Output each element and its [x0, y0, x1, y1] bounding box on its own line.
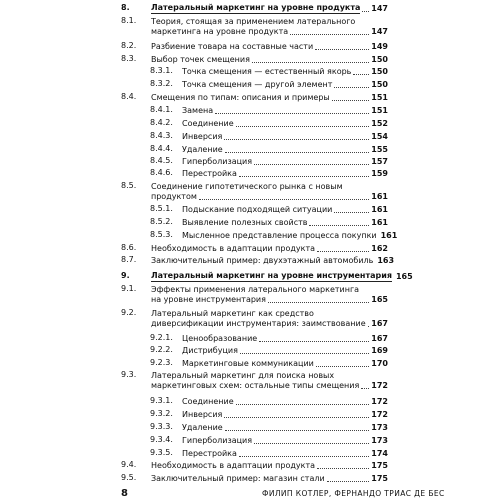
toc-entry-title: Удаление — [182, 144, 223, 154]
toc-entry-title: Разбиение товара на составные части — [151, 41, 314, 51]
toc-entry-title: Инверсия — [182, 409, 223, 419]
toc-entry-page: 161 — [380, 230, 398, 240]
leader-dots — [252, 61, 369, 63]
toc-entry-page: 161 — [371, 192, 388, 202]
toc-entry-title: на уровне инструментария — [151, 295, 266, 305]
toc-entry-title: Заключительный пример: двухэтажный автомобиль — [151, 255, 374, 265]
toc-entry-page: 163 — [377, 255, 395, 265]
toc-entry-title: Удаление — [182, 422, 223, 432]
toc-entry[interactable] — [0, 3, 500, 17]
toc-entry[interactable] — [0, 118, 500, 132]
toc-entry-title: Инверсия — [182, 131, 223, 141]
toc-entry-title: Необходимость в адаптации продукта — [151, 243, 316, 253]
toc-entry-page: 170 — [371, 358, 388, 368]
leader-dots — [317, 250, 369, 252]
toc-entry-page: 167 — [371, 319, 388, 329]
leader-dots — [332, 99, 370, 101]
toc-entry-title: Выбор точек смещения — [151, 54, 250, 64]
toc-entry-title: Необходимость в адаптации продукта — [151, 460, 316, 470]
toc-entry[interactable] — [0, 396, 500, 410]
toc-entry-page: 167 — [371, 333, 388, 343]
leader-dots — [362, 10, 369, 12]
toc-entry[interactable] — [0, 284, 500, 308]
toc-entry-page: 174 — [371, 448, 388, 458]
toc-entry[interactable] — [0, 370, 500, 394]
toc-entry-page: 175 — [371, 473, 388, 483]
leader-dots — [215, 112, 369, 114]
toc-entry-number: 9.1. — [121, 284, 137, 293]
leader-dots — [317, 467, 369, 469]
leader-dots — [254, 442, 369, 444]
toc-entry[interactable] — [0, 409, 500, 423]
toc-entry[interactable] — [0, 255, 500, 269]
toc-entry-title: маркетинговых схем: остальные типы смещения — [151, 381, 360, 391]
toc-entry-page: 175 — [371, 460, 388, 470]
toc-entry[interactable] — [0, 271, 500, 285]
toc-entry[interactable] — [0, 217, 500, 231]
toc-entry-page: 154 — [371, 131, 388, 141]
toc-entry-page: 159 — [371, 168, 388, 178]
toc-entry-page: 157 — [371, 156, 388, 166]
leader-dots — [353, 73, 369, 75]
toc-entry-title: Соединение — [182, 118, 234, 128]
toc-entry[interactable] — [0, 131, 500, 145]
toc-entry-number: 9.4. — [121, 460, 137, 469]
toc-entry-title: диверсификации инструментария: заимствование — [151, 319, 366, 329]
toc-entry-page: 161 — [371, 217, 388, 227]
toc-entry[interactable] — [0, 41, 500, 55]
toc-entry-number: 9. — [121, 271, 130, 280]
page-footer — [0, 488, 500, 500]
toc-entry-number: 8.2. — [121, 41, 137, 50]
toc-entry-page: 172 — [371, 409, 388, 419]
toc-entry-page: 173 — [371, 422, 388, 432]
toc-entry-page: 150 — [371, 66, 388, 76]
toc-entry-number: 8.3.1. — [150, 66, 173, 75]
toc-entry-page: 147 — [371, 3, 388, 13]
toc-entry[interactable] — [0, 345, 500, 359]
toc-entry[interactable] — [0, 66, 500, 80]
toc-entry-number: 9.5. — [121, 473, 137, 482]
toc-entry[interactable] — [0, 181, 500, 205]
toc-entry-number: 8.4.2. — [150, 118, 173, 127]
toc-entry-page: 173 — [371, 435, 388, 445]
toc-entry-number: 9.3.3. — [150, 422, 173, 431]
leader-dots — [290, 33, 369, 35]
toc-entry-title: Маркетинговые коммуникации — [182, 358, 314, 368]
leader-dots — [254, 163, 369, 165]
toc-entry-title: Точка смещения — другой элемент — [182, 79, 333, 89]
toc-entry-page: 155 — [371, 144, 388, 154]
leader-dots — [309, 224, 369, 226]
toc-entry-title: Соединение гипотетического рынка с новым — [151, 181, 343, 191]
leader-dots — [368, 325, 370, 327]
toc-entry[interactable] — [0, 92, 500, 106]
toc-entry-title: Дистрибуция — [182, 345, 238, 355]
toc-entry-page: 162 — [371, 243, 388, 253]
toc-entry[interactable] — [0, 473, 500, 487]
toc-entry-number: 9.3.1. — [150, 396, 173, 405]
toc-entry[interactable] — [0, 105, 500, 119]
toc-entry-number: 8.4.4. — [150, 144, 173, 153]
leader-dots — [316, 365, 369, 367]
toc-entry-page: 161 — [371, 204, 388, 214]
toc-entry-number: 8.5. — [121, 181, 137, 190]
toc-entry-number: 9.2.1. — [150, 333, 173, 342]
toc-entry-page: 147 — [371, 27, 388, 37]
running-footer-authors: ФИЛИП КОТЛЕР, ФЕРНАНДО ТРИАС ДЕ БЕС — [262, 489, 445, 498]
leader-dots — [268, 301, 369, 303]
leader-dots — [334, 211, 369, 213]
toc-entry-title: Латеральный маркетинг на уровне продукта — [151, 2, 361, 12]
leader-dots — [225, 429, 370, 431]
leader-dots — [224, 416, 369, 418]
toc-entry-title: Мысленное представление процесса покупки — [182, 230, 377, 240]
toc-entry-title: Гиперболизация — [182, 435, 253, 445]
leader-dots — [327, 480, 370, 482]
toc-entry-title: Замена — [182, 105, 214, 115]
toc-entry-page: 152 — [371, 118, 388, 128]
leader-dots — [236, 403, 370, 405]
toc-entry-number: 8.4.3. — [150, 131, 173, 140]
toc-entry-number: 8.4.1. — [150, 105, 173, 114]
toc-entry-page: 150 — [371, 54, 388, 64]
toc-entry-number: 9.2.2. — [150, 345, 173, 354]
leader-dots — [259, 340, 369, 342]
toc-entry-title: Перестройка — [182, 448, 237, 458]
toc-entry-title: Ценообразование — [182, 333, 258, 343]
toc-entry[interactable] — [0, 435, 500, 449]
toc-entry-number: 9.2. — [121, 308, 137, 317]
leader-dots — [240, 352, 369, 354]
toc-entry-number: 8.4.5. — [150, 156, 173, 165]
toc-entry-page: 149 — [371, 41, 388, 51]
toc-entry-number: 8.5.2. — [150, 217, 173, 226]
toc-entry-page: 172 — [371, 381, 388, 391]
leader-dots — [236, 125, 370, 127]
toc-entry-title: Смещения по типам: описания и примеры — [151, 92, 330, 102]
toc-entry-number: 8.3. — [121, 54, 137, 63]
toc-entry-page: 169 — [371, 345, 388, 355]
leader-dots — [224, 138, 369, 140]
toc-entry-page: 151 — [371, 92, 388, 102]
toc-entry[interactable] — [0, 460, 500, 474]
toc-entry-title: Выявление полезных свойств — [182, 217, 308, 227]
toc-entry-title: Латеральный маркетинг как средство — [151, 308, 314, 318]
toc-entry-title: продуктом — [151, 192, 197, 202]
toc-entry-number: 9.3.4. — [150, 435, 173, 444]
toc-entry[interactable] — [0, 168, 500, 182]
leader-dots — [199, 198, 369, 200]
toc-entry-number: 9.3. — [121, 370, 137, 379]
toc-entry-title: Латеральный маркетинг для поиска новых — [151, 370, 335, 380]
toc-entry-title: Подыскание подходящей ситуации — [182, 204, 333, 214]
leader-dots — [361, 387, 369, 389]
leader-dots — [334, 86, 369, 88]
toc-entry-page: 151 — [371, 105, 388, 115]
toc-entry-number: 8.5.3. — [150, 230, 173, 239]
toc-entry-number: 8. — [121, 3, 130, 12]
toc-entry-number: 8.6. — [121, 243, 137, 252]
toc-entry-title: Гиперболизация — [182, 156, 253, 166]
leader-dots — [315, 48, 369, 50]
toc-entry[interactable] — [0, 79, 500, 93]
toc-entry-number: 9.2.3. — [150, 358, 173, 367]
toc-entry-number: 8.5.1. — [150, 204, 173, 213]
toc-entry-title: Теория, стоящая за применением латерального — [151, 16, 356, 26]
toc-entry-number: 9.3.2. — [150, 409, 173, 418]
toc-entry-number: 8.4. — [121, 92, 137, 101]
toc-entry[interactable] — [0, 16, 500, 40]
toc-entry-number: 8.7. — [121, 255, 137, 264]
toc-entry[interactable] — [0, 230, 500, 244]
toc-entry-title: Перестройка — [182, 168, 237, 178]
toc-entry-page: 165 — [395, 271, 413, 281]
toc-entry-title: Латеральный маркетинг на уровне инструментария — [151, 270, 392, 280]
toc-entry-title: Соединение — [182, 396, 234, 406]
page-number: 8 — [121, 488, 128, 499]
leader-dots — [239, 455, 369, 457]
leader-dots — [225, 151, 370, 153]
toc-entry[interactable] — [0, 308, 500, 332]
toc-entry-title: Эффекты применения латерального маркетинга — [151, 284, 360, 294]
leader-dots — [239, 175, 369, 177]
toc-entry[interactable] — [0, 204, 500, 218]
toc-entry-page: 172 — [371, 396, 388, 406]
toc-entry-number: 9.3.5. — [150, 448, 173, 457]
toc-entry[interactable] — [0, 422, 500, 436]
toc-entry-page: 150 — [371, 79, 388, 89]
toc-entry-title: маркетинга на уровне продукта — [151, 27, 289, 37]
toc-entry-number: 8.3.2. — [150, 79, 173, 88]
toc-entry-number: 8.4.6. — [150, 168, 173, 177]
toc-entry-number: 8.1. — [121, 16, 137, 25]
toc-entry-page: 165 — [371, 295, 388, 305]
toc-entry-title: Точка смещения — естественный якорь — [182, 66, 352, 76]
toc-entry-title: Заключительный пример: магазин стали — [151, 473, 325, 483]
